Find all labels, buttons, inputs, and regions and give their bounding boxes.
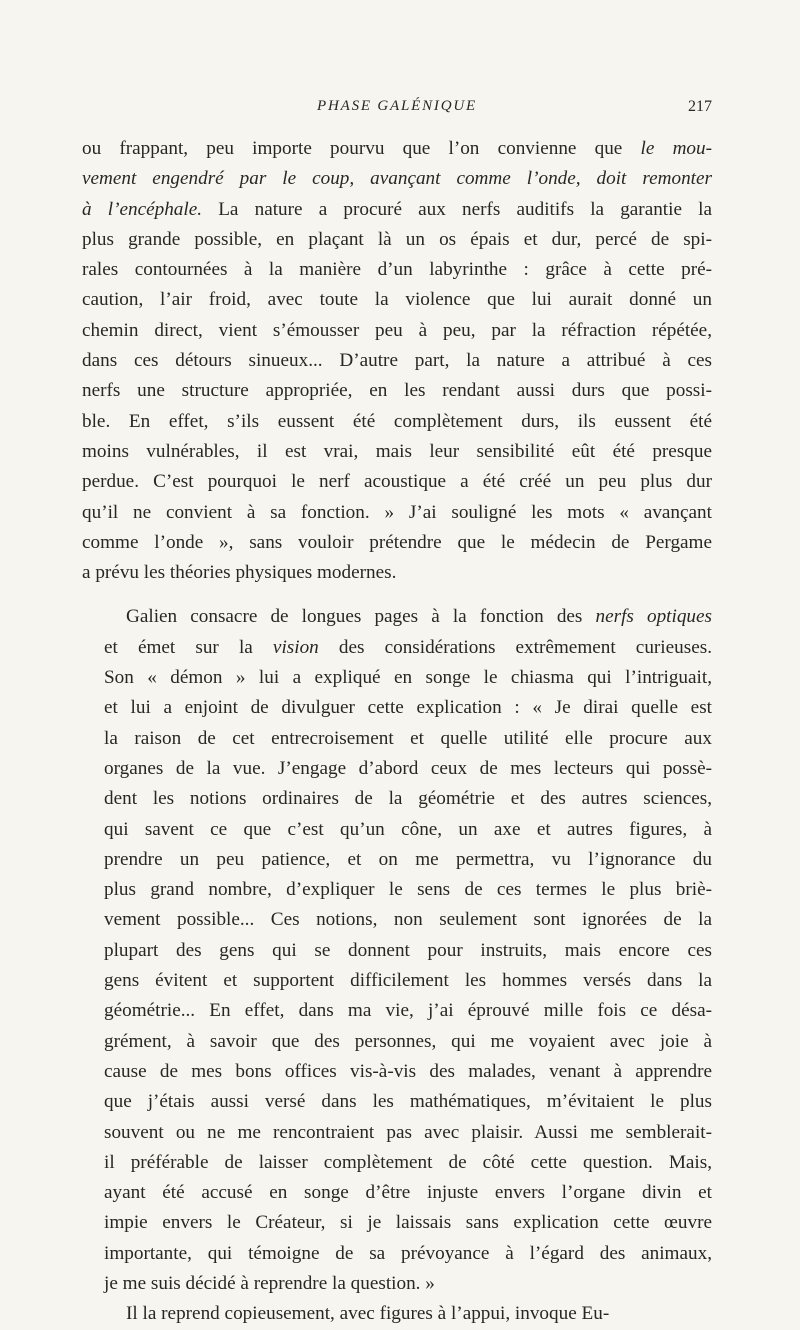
- text-line: [82, 346, 712, 376]
- text-run: organes de la vue. J’engage d’abord ceux de mes lecteurs qui possè-: [104, 757, 712, 779]
- text-line: [82, 936, 712, 966]
- text-line: [82, 1269, 712, 1299]
- body-text: [82, 134, 712, 1330]
- text-run: La nature a procuré aux nerfs auditifs la garantie la: [202, 198, 712, 220]
- text-run: plus grande possible, en plaçant là un os épais et dur, percé de spi-: [82, 228, 712, 250]
- italic-text: vement engendré par le coup, avançant comme l’onde, doit remonter: [82, 168, 712, 190]
- text-run: comme l’onde », sans vouloir prétendre que le médecin de Pergame: [82, 531, 712, 553]
- text-line: [82, 376, 712, 406]
- text-line: [82, 633, 712, 663]
- text-line: [82, 784, 712, 814]
- text-line: [82, 1239, 712, 1269]
- text-run: qu’il ne convient à sa fonction. » J’ai souligné les mots « avançant: [82, 501, 712, 523]
- text-run: prendre un peu patience, et on me permettra, vu l’ignorance du: [104, 848, 712, 870]
- italic-text: nerfs optiques: [595, 606, 712, 628]
- text-run: perdue. C’est pourquoi le nerf acoustique a été créé un peu plus dur: [82, 471, 712, 493]
- text-line: [82, 1148, 712, 1178]
- text-run: moins vulnérables, il est vrai, mais leur sensibilité eût été presque: [82, 440, 712, 462]
- text-line: [82, 663, 712, 693]
- paragraph: [82, 602, 712, 1299]
- text-run: que j’étais aussi versé dans les mathématiques, m’évitaient le plus: [104, 1091, 712, 1113]
- text-run: plus grand nombre, d’expliquer le sens de ces termes le plus briè-: [104, 879, 712, 901]
- text-run: grément, à savoir que des personnes, qui me voyaient avec joie à: [104, 1030, 712, 1052]
- text-run: gens évitent et supportent difficilement les hommes versés dans la: [104, 970, 712, 992]
- text-run: nerfs une structure appropriée, en les rendant aussi durs que possi-: [82, 380, 712, 402]
- text-line: [82, 225, 712, 255]
- text-run: géométrie... En effet, dans ma vie, j’ai éprouvé mille fois ce désa-: [104, 1000, 712, 1022]
- text-run: a prévu les théories physiques modernes.: [82, 562, 397, 584]
- text-run: Galien consacre de longues pages à la fonction des: [126, 606, 596, 628]
- italic-text: vision: [272, 636, 319, 658]
- text-line: [82, 437, 712, 467]
- text-line: [82, 875, 712, 905]
- text-line: [82, 528, 712, 558]
- text-run: dent les notions ordinaires de la géométrie et des autres sciences,: [104, 788, 712, 810]
- text-run: la raison de cet entrecroisement et quelle utilité elle procure aux: [104, 727, 712, 749]
- text-run: rales contournées à la manière d’un labyrinthe : grâce à cette pré-: [82, 259, 712, 281]
- text-line: [82, 1208, 712, 1238]
- text-line: [82, 966, 712, 996]
- text-run: cause de mes bons offices vis-à-vis des malades, venant à apprendre: [104, 1060, 712, 1082]
- running-title: PHASE GALÉNIQUE: [317, 98, 477, 114]
- text-line: [82, 285, 712, 315]
- text-line: [82, 558, 712, 588]
- text-run: dans ces détours sinueux... D’autre part, la nature a attribué à ces: [82, 350, 712, 372]
- text-run: Il la reprend copieusement, avec figures à l’appui, invoque Eu-: [126, 1303, 610, 1325]
- text-line: [82, 1299, 712, 1329]
- text-line: [82, 845, 712, 875]
- text-run: ayant été accusé en songe d’être injuste envers l’organe divin et: [104, 1182, 712, 1204]
- running-head: [82, 96, 712, 120]
- paragraph-gap: [82, 588, 712, 602]
- text-run: caution, l’air froid, avec toute la violence que lui aurait donné un: [82, 289, 712, 311]
- text-line: [82, 1178, 712, 1208]
- text-line: [82, 1087, 712, 1117]
- text-line: [82, 905, 712, 935]
- text-line: [82, 255, 712, 285]
- italic-text: le mou-: [640, 138, 713, 159]
- text-run: impie envers le Créateur, si je laissais sans explication cette œuvre: [104, 1212, 712, 1234]
- text-run: ou frappant, peu importe pourvu que l’on convienne que: [82, 138, 641, 159]
- text-run: et lui a enjoint de divulguer cette explication : « Je dirai quelle est: [104, 697, 712, 719]
- text-line: [82, 602, 712, 632]
- text-line: [82, 693, 712, 723]
- text-line: [82, 1027, 712, 1057]
- text-run: plupart des gens qui se donnent pour instruits, mais encore ces: [104, 939, 712, 961]
- paragraph: [82, 1299, 712, 1329]
- text-line: [82, 316, 712, 346]
- text-run: et émet sur la: [104, 636, 273, 658]
- text-run: il préférable de laisser complètement de côté cette question. Mais,: [104, 1151, 712, 1173]
- page-number: 217: [688, 98, 712, 115]
- text-run: Son « démon » lui a expliqué en songe le chiasma qui l’intriguait,: [104, 667, 712, 689]
- text-line: [82, 164, 712, 194]
- text-run: chemin direct, vient s’émousser peu à peu, par la réfraction répétée,: [82, 319, 712, 341]
- text-line: [82, 996, 712, 1026]
- italic-text: à l’encéphale.: [82, 198, 203, 220]
- text-line: [82, 407, 712, 437]
- text-run: des considérations extrêmement curieuses.: [318, 636, 712, 658]
- text-run: importante, qui témoigne de sa prévoyance à l’égard des animaux,: [104, 1242, 712, 1264]
- text-line: [82, 754, 712, 784]
- text-run: souvent ou ne me rencontraient pas avec plaisir. Aussi me semblerait-: [104, 1121, 712, 1143]
- paragraph: [82, 134, 712, 588]
- book-page: [82, 96, 712, 1330]
- text-line: [82, 815, 712, 845]
- text-line: [82, 724, 712, 754]
- text-run: qui savent ce que c’est qu’un cône, un axe et autres figures, à: [104, 818, 712, 840]
- text-line: [82, 195, 712, 225]
- text-line: [82, 498, 712, 528]
- text-run: je me suis décidé à reprendre la question. »: [104, 1272, 435, 1294]
- text-run: vement possible... Ces notions, non seulement sont ignorées de la: [104, 909, 712, 931]
- text-line: [82, 134, 712, 164]
- text-run: ble. En effet, s’ils eussent été complètement durs, ils eussent été: [82, 410, 712, 432]
- text-line: [82, 467, 712, 497]
- text-line: [82, 1057, 712, 1087]
- text-line: [82, 1118, 712, 1148]
